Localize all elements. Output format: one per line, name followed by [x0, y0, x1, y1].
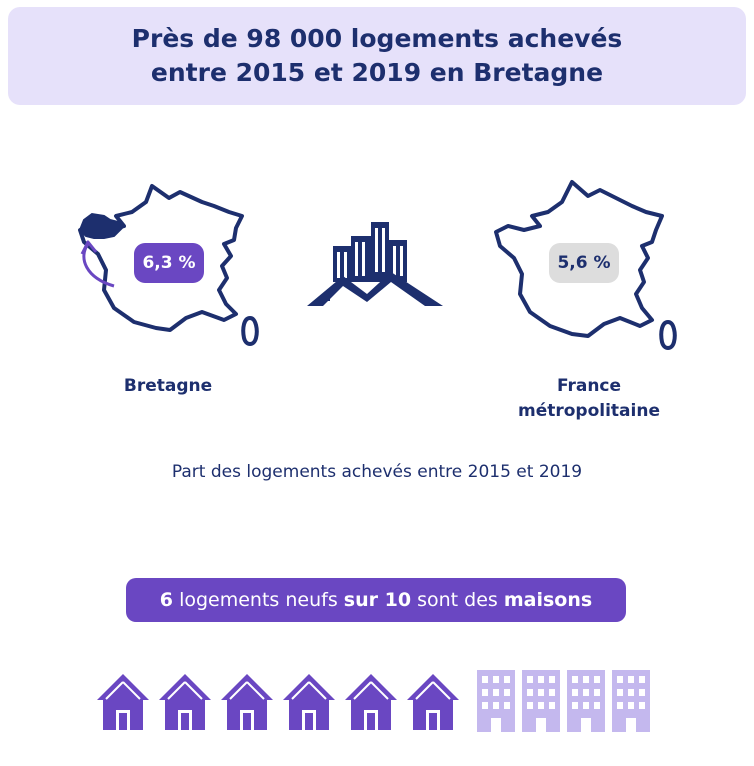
apartment-icon	[610, 668, 652, 734]
highlight-bold-2: sur 10	[343, 589, 412, 611]
highlight-text-1: logements neufs	[179, 589, 338, 611]
title-banner	[8, 7, 746, 105]
france-label	[494, 374, 684, 424]
apartment-icon	[565, 668, 607, 734]
title-line-1: Près de 98 000 logements achevés	[131, 24, 623, 53]
france-label-line-1: France	[556, 376, 622, 396]
france-label-line-2: métropolitaine	[518, 401, 660, 421]
house-icon	[343, 668, 399, 732]
house-icon	[95, 668, 151, 732]
title-line-2: entre 2015 et 2019 en Bretagne	[150, 58, 604, 87]
highlight-banner	[126, 578, 626, 622]
house-icon	[219, 668, 275, 732]
highlight-number: 6	[159, 589, 174, 611]
buildings-icon	[305, 218, 445, 310]
house-icon	[405, 668, 461, 732]
bretagne-percent-badge: 6,3 %	[134, 243, 204, 283]
apartment-icon	[520, 668, 562, 734]
bretagne-label: Bretagne	[123, 376, 213, 396]
house-icon	[281, 668, 337, 732]
apartment-icon	[475, 668, 517, 734]
highlight-bold-4: maisons	[503, 589, 593, 611]
chart-caption: Part des logements achevés entre 2015 et 2019	[171, 462, 583, 482]
house-icon	[157, 668, 213, 732]
france-percent-badge: 5,6 %	[549, 243, 619, 283]
highlight-text-3: sont des	[417, 589, 498, 611]
